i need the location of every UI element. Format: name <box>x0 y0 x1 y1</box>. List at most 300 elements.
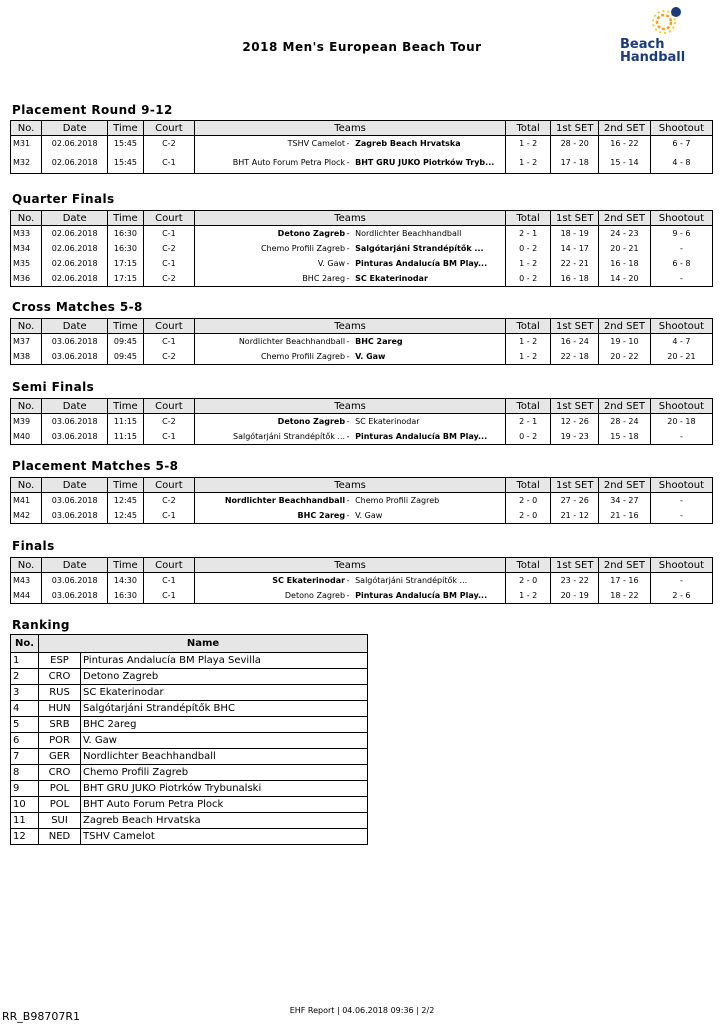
match-row <box>11 136 713 152</box>
column-header: 1st SET <box>551 319 599 334</box>
home-team: Nordlichter Beachhandball <box>238 337 346 346</box>
column-header: 2nd SET <box>599 121 651 136</box>
column-header: 2nd SET <box>599 399 651 414</box>
match-time: 16:30 <box>108 588 143 604</box>
match-teams <box>195 151 506 174</box>
away-team: Salgótarjáni Strandépítők ... <box>355 576 468 585</box>
match-so: - <box>650 271 712 287</box>
ranking-no: 11 <box>11 813 39 829</box>
match-so: 20 - 21 <box>650 349 712 365</box>
match-court: C-2 <box>143 241 195 256</box>
section-title: Placement Matches 5-8 <box>12 459 179 473</box>
match-teams <box>195 349 506 365</box>
match-date: 03.06.2018 <box>42 493 108 509</box>
match-total: 2 - 0 <box>505 573 551 589</box>
column-header: Total <box>505 211 551 226</box>
match-no: M37 <box>11 334 42 350</box>
away-team: Zagreb Beach Hrvatska <box>355 139 461 148</box>
match-s1: 16 - 24 <box>551 334 599 350</box>
match-court: C-1 <box>143 573 195 589</box>
match-time: 11:15 <box>108 429 143 445</box>
ranking-country: NED <box>39 829 81 845</box>
match-row <box>11 414 713 430</box>
team-separator: - <box>346 432 350 441</box>
match-s2: 28 - 24 <box>599 414 651 430</box>
ranking-name: Chemo Profili Zagreb <box>81 765 368 781</box>
match-so: 4 - 8 <box>650 151 712 174</box>
match-s2: 21 - 16 <box>599 508 651 524</box>
team-separator: - <box>346 337 350 346</box>
column-header: Time <box>108 399 143 414</box>
section-title: Placement Round 9-12 <box>12 103 173 117</box>
away-team: Nordlichter Beachhandball <box>355 229 462 238</box>
away-team: Pinturas Andalucía BM Play... <box>355 591 488 600</box>
match-s1: 14 - 17 <box>551 241 599 256</box>
column-header: Court <box>143 121 195 136</box>
column-header: Date <box>42 211 108 226</box>
match-court: C-1 <box>143 429 195 445</box>
match-teams <box>195 271 506 287</box>
home-team: Detono Zagreb <box>277 417 346 426</box>
match-row <box>11 349 713 365</box>
match-court: C-1 <box>143 151 195 174</box>
match-total: 0 - 2 <box>505 271 551 287</box>
ranking-name: BHT Auto Forum Petra Plock <box>81 797 368 813</box>
team-separator: - <box>346 139 350 148</box>
column-header: Time <box>108 558 143 573</box>
match-no: M35 <box>11 256 42 271</box>
match-teams <box>195 136 506 152</box>
match-total: 0 - 2 <box>505 429 551 445</box>
match-total: 2 - 1 <box>505 414 551 430</box>
column-header: Shootout <box>650 319 712 334</box>
away-team: Pinturas Andalucía BM Play... <box>355 432 488 441</box>
ranking-no: 5 <box>11 717 39 733</box>
match-s1: 27 - 26 <box>551 493 599 509</box>
match-s2: 18 - 22 <box>599 588 651 604</box>
match-s1: 12 - 26 <box>551 414 599 430</box>
section-title: Semi Finals <box>12 380 95 394</box>
match-so: - <box>650 508 712 524</box>
ranking-row <box>11 685 368 701</box>
match-s2: 16 - 22 <box>599 136 651 152</box>
ranking-row <box>11 765 368 781</box>
section-title: Cross Matches 5-8 <box>12 300 143 314</box>
match-date: 03.06.2018 <box>42 429 108 445</box>
ranking-name: TSHV Camelot <box>81 829 368 845</box>
match-time: 16:30 <box>108 226 143 242</box>
match-total: 1 - 2 <box>505 588 551 604</box>
column-header: No. <box>11 399 42 414</box>
match-teams <box>195 573 506 589</box>
match-row <box>11 573 713 589</box>
match-total: 1 - 2 <box>505 256 551 271</box>
ranking-no: 9 <box>11 781 39 797</box>
match-table <box>10 398 713 445</box>
match-s2: 15 - 14 <box>599 151 651 174</box>
column-header: Teams <box>195 319 506 334</box>
match-so: 6 - 8 <box>650 256 712 271</box>
match-date: 03.06.2018 <box>42 334 108 350</box>
column-header: Shootout <box>650 399 712 414</box>
match-teams <box>195 414 506 430</box>
column-header: No. <box>11 478 42 493</box>
ranking-country: POL <box>39 781 81 797</box>
match-s2: 20 - 22 <box>599 349 651 365</box>
match-time: 09:45 <box>108 334 143 350</box>
column-header: Date <box>42 478 108 493</box>
match-row <box>11 151 713 174</box>
match-so: 2 - 6 <box>650 588 712 604</box>
match-date: 03.06.2018 <box>42 588 108 604</box>
column-header: Date <box>42 558 108 573</box>
away-team: V. Gaw <box>355 511 383 520</box>
home-team: Detono Zagreb <box>284 591 346 600</box>
column-header: Court <box>143 319 195 334</box>
match-s1: 23 - 22 <box>551 573 599 589</box>
ranking-name: Zagreb Beach Hrvatska <box>81 813 368 829</box>
column-header: Teams <box>195 399 506 414</box>
ranking-country: POL <box>39 797 81 813</box>
match-s1: 22 - 18 <box>551 349 599 365</box>
home-team: BHT Auto Forum Petra Plock <box>232 157 346 167</box>
match-table <box>10 120 713 174</box>
column-header: Date <box>42 121 108 136</box>
match-date: 03.06.2018 <box>42 573 108 589</box>
column-header: Teams <box>195 478 506 493</box>
match-s1: 28 - 20 <box>551 136 599 152</box>
page-title: 2018 Men's European Beach Tour <box>242 40 482 54</box>
section-title: Quarter Finals <box>12 192 115 206</box>
match-row <box>11 429 713 445</box>
match-time: 12:45 <box>108 493 143 509</box>
column-header: Teams <box>195 211 506 226</box>
ranking-row <box>11 813 368 829</box>
match-teams <box>195 588 506 604</box>
ranking-name: BHC 2areg <box>81 717 368 733</box>
match-court: C-2 <box>143 349 195 365</box>
away-team: Pinturas Andalucía BM Play... <box>355 259 488 268</box>
match-row <box>11 226 713 242</box>
match-time: 09:45 <box>108 349 143 365</box>
team-separator: - <box>346 591 350 600</box>
away-team: Salgótarjáni Strandépítők ... <box>355 244 484 253</box>
ranking-row <box>11 701 368 717</box>
match-teams <box>195 429 506 445</box>
match-so: - <box>650 241 712 256</box>
home-team: BHC 2areg <box>302 274 346 283</box>
home-team: TSHV Camelot <box>287 139 346 148</box>
ranking-country: CRO <box>39 669 81 685</box>
report-id: RR_B98707R1 <box>2 1010 80 1023</box>
column-header: Shootout <box>650 478 712 493</box>
ranking-no: 8 <box>11 765 39 781</box>
match-time: 15:45 <box>108 151 143 174</box>
home-team: V. Gaw <box>317 259 346 268</box>
match-date: 02.06.2018 <box>42 151 108 174</box>
team-separator: - <box>346 244 350 253</box>
ranking-name: BHT GRU JUKO Piotrków Trybunalski <box>81 781 368 797</box>
column-header: Shootout <box>650 211 712 226</box>
match-no: M44 <box>11 588 42 604</box>
match-row <box>11 493 713 509</box>
match-teams <box>195 256 506 271</box>
ranking-row <box>11 781 368 797</box>
ranking-row <box>11 749 368 765</box>
match-s2: 19 - 10 <box>599 334 651 350</box>
match-court: C-1 <box>143 334 195 350</box>
column-header: Time <box>108 211 143 226</box>
match-date: 03.06.2018 <box>42 508 108 524</box>
match-table <box>10 477 713 524</box>
away-team: BHT GRU JUKO Piotrków Tryb... <box>355 157 495 167</box>
match-so: 6 - 7 <box>650 136 712 152</box>
beach-handball-logo <box>612 4 712 66</box>
column-header: Teams <box>195 121 506 136</box>
match-time: 17:15 <box>108 256 143 271</box>
match-no: M38 <box>11 349 42 365</box>
ranking-table <box>10 634 368 845</box>
match-row <box>11 334 713 350</box>
match-s2: 14 - 20 <box>599 271 651 287</box>
match-teams <box>195 493 506 509</box>
match-s1: 20 - 19 <box>551 588 599 604</box>
match-row <box>11 508 713 524</box>
away-team: SC Ekaterinodar <box>355 417 420 426</box>
team-separator: - <box>346 576 350 585</box>
column-header: Total <box>505 399 551 414</box>
column-header: Court <box>143 399 195 414</box>
column-header: 1st SET <box>551 121 599 136</box>
ranking-no: 12 <box>11 829 39 845</box>
column-header: Total <box>505 121 551 136</box>
column-header: Total <box>505 319 551 334</box>
home-team: Detono Zagreb <box>277 229 346 238</box>
column-header: Court <box>143 211 195 226</box>
team-separator: - <box>346 229 350 238</box>
column-header: No. <box>11 558 42 573</box>
ranking-country: HUN <box>39 701 81 717</box>
match-time: 11:15 <box>108 414 143 430</box>
ranking-row <box>11 797 368 813</box>
ranking-country: SRB <box>39 717 81 733</box>
match-court: C-1 <box>143 256 195 271</box>
match-time: 12:45 <box>108 508 143 524</box>
team-separator: - <box>346 417 350 426</box>
away-team: BHC 2areg <box>355 337 403 346</box>
match-date: 03.06.2018 <box>42 349 108 365</box>
ranking-name: Pinturas Andalucía BM Playa Sevilla <box>81 653 368 669</box>
ranking-country: POR <box>39 733 81 749</box>
match-court: C-1 <box>143 226 195 242</box>
ranking-no: 1 <box>11 653 39 669</box>
ranking-country: SUI <box>39 813 81 829</box>
match-no: M33 <box>11 226 42 242</box>
match-court: C-2 <box>143 271 195 287</box>
match-so: 20 - 18 <box>650 414 712 430</box>
match-date: 02.06.2018 <box>42 256 108 271</box>
home-team: SC Ekaterinodar <box>272 576 346 585</box>
match-row <box>11 271 713 287</box>
match-court: C-1 <box>143 508 195 524</box>
match-so: 9 - 6 <box>650 226 712 242</box>
column-header: Date <box>42 399 108 414</box>
match-row <box>11 588 713 604</box>
column-header: Time <box>108 478 143 493</box>
match-teams <box>195 226 506 242</box>
column-header: 2nd SET <box>599 319 651 334</box>
match-table <box>10 318 713 365</box>
match-time: 17:15 <box>108 271 143 287</box>
column-header: Time <box>108 319 143 334</box>
match-s1: 22 - 21 <box>551 256 599 271</box>
logo-line-1: Beach <box>620 37 665 52</box>
match-total: 1 - 2 <box>505 334 551 350</box>
column-header: Court <box>143 558 195 573</box>
match-time: 15:45 <box>108 136 143 152</box>
ranking-country: GER <box>39 749 81 765</box>
match-no: M32 <box>11 151 42 174</box>
match-teams <box>195 334 506 350</box>
match-so: 4 - 7 <box>650 334 712 350</box>
match-no: M34 <box>11 241 42 256</box>
ranking-country: RUS <box>39 685 81 701</box>
column-header: Time <box>108 121 143 136</box>
match-s2: 24 - 23 <box>599 226 651 242</box>
match-time: 14:30 <box>108 573 143 589</box>
match-s1: 16 - 18 <box>551 271 599 287</box>
ranking-country: ESP <box>39 653 81 669</box>
ranking-name: Nordlichter Beachhandball <box>81 749 368 765</box>
match-date: 02.06.2018 <box>42 271 108 287</box>
match-table <box>10 210 713 287</box>
column-header: Teams <box>195 558 506 573</box>
match-total: 0 - 2 <box>505 241 551 256</box>
ranking-name: V. Gaw <box>81 733 368 749</box>
away-team: Chemo Profili Zagreb <box>355 496 440 505</box>
match-s2: 17 - 16 <box>599 573 651 589</box>
match-row <box>11 241 713 256</box>
column-header: Shootout <box>650 558 712 573</box>
section-title: Finals <box>12 539 55 553</box>
match-no: M31 <box>11 136 42 152</box>
footer: EHF Report | 04.06.2018 09:36 | 2/2 <box>289 1006 435 1015</box>
match-so: - <box>650 573 712 589</box>
match-s2: 15 - 18 <box>599 429 651 445</box>
match-total: 2 - 0 <box>505 508 551 524</box>
column-header: 1st SET <box>551 399 599 414</box>
match-no: M42 <box>11 508 42 524</box>
column-header: No. <box>11 319 42 334</box>
ranking-no: 6 <box>11 733 39 749</box>
ranking-header-no: No. <box>11 635 39 653</box>
match-no: M43 <box>11 573 42 589</box>
match-date: 03.06.2018 <box>42 414 108 430</box>
match-s2: 20 - 21 <box>599 241 651 256</box>
match-teams <box>195 508 506 524</box>
match-total: 1 - 2 <box>505 136 551 152</box>
team-separator: - <box>346 496 350 505</box>
match-court: C-2 <box>143 136 195 152</box>
match-s1: 18 - 19 <box>551 226 599 242</box>
column-header: 2nd SET <box>599 558 651 573</box>
home-team: Chemo Profili Zagreb <box>260 352 346 361</box>
ranking-row <box>11 733 368 749</box>
match-total: 1 - 2 <box>505 349 551 365</box>
match-row <box>11 256 713 271</box>
match-no: M40 <box>11 429 42 445</box>
ranking-header-name: Name <box>39 635 368 653</box>
ranking-no: 7 <box>11 749 39 765</box>
match-total: 2 - 0 <box>505 493 551 509</box>
match-total: 2 - 1 <box>505 226 551 242</box>
team-separator: - <box>346 259 350 268</box>
column-header: 1st SET <box>551 211 599 226</box>
match-time: 16:30 <box>108 241 143 256</box>
ranking-row <box>11 717 368 733</box>
away-team: V. Gaw <box>355 352 386 361</box>
column-header: Shootout <box>650 121 712 136</box>
match-teams <box>195 241 506 256</box>
match-no: M36 <box>11 271 42 287</box>
match-so: - <box>650 429 712 445</box>
column-header: 2nd SET <box>599 211 651 226</box>
ranking-no: 3 <box>11 685 39 701</box>
match-court: C-2 <box>143 493 195 509</box>
match-total: 1 - 2 <box>505 151 551 174</box>
team-separator: - <box>346 352 350 361</box>
match-date: 02.06.2018 <box>42 136 108 152</box>
match-s2: 34 - 27 <box>599 493 651 509</box>
match-s1: 19 - 23 <box>551 429 599 445</box>
ranking-no: 10 <box>11 797 39 813</box>
column-header: Court <box>143 478 195 493</box>
ranking-no: 2 <box>11 669 39 685</box>
match-s1: 21 - 12 <box>551 508 599 524</box>
match-no: M41 <box>11 493 42 509</box>
column-header: No. <box>11 211 42 226</box>
home-team: BHC 2areg <box>297 511 346 520</box>
match-court: C-2 <box>143 414 195 430</box>
match-date: 02.06.2018 <box>42 241 108 256</box>
ranking-no: 4 <box>11 701 39 717</box>
ranking-name: SC Ekaterinodar <box>81 685 368 701</box>
column-header: Total <box>505 478 551 493</box>
column-header: 1st SET <box>551 478 599 493</box>
home-team: Salgótarjáni Strandépítők ... <box>232 432 346 441</box>
match-court: C-1 <box>143 588 195 604</box>
team-separator: - <box>346 157 350 167</box>
ranking-name: Detono Zagreb <box>81 669 368 685</box>
logo-line-2: Handball <box>620 50 686 65</box>
ranking-row <box>11 829 368 845</box>
ranking-title: Ranking <box>12 618 70 632</box>
ranking-row <box>11 653 368 669</box>
ranking-country: CRO <box>39 765 81 781</box>
ranking-name: Salgótarjáni Strandépítők BHC <box>81 701 368 717</box>
column-header: No. <box>11 121 42 136</box>
match-table <box>10 557 713 604</box>
column-header: Total <box>505 558 551 573</box>
match-s1: 17 - 18 <box>551 151 599 174</box>
column-header: 1st SET <box>551 558 599 573</box>
ranking-row <box>11 669 368 685</box>
column-header: 2nd SET <box>599 478 651 493</box>
away-team: SC Ekaterinodar <box>355 274 428 283</box>
match-s2: 16 - 18 <box>599 256 651 271</box>
team-separator: - <box>346 274 350 283</box>
column-header: Date <box>42 319 108 334</box>
